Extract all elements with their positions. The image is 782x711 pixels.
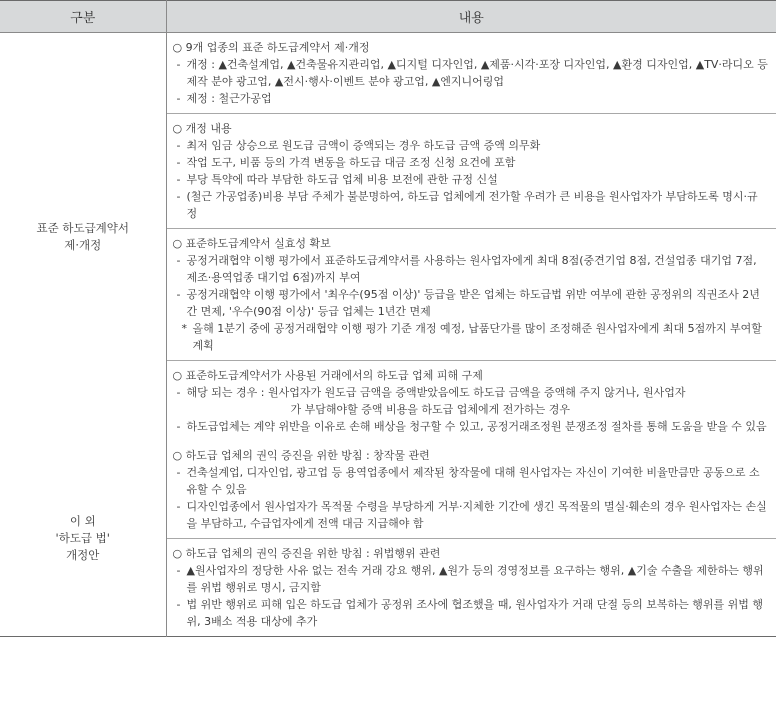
- category-cell: [0, 33, 166, 442]
- bullet-item: [173, 171, 769, 188]
- dash-marker: -: [176, 288, 181, 301]
- content-block: [166, 114, 776, 229]
- bullet-item: [173, 596, 769, 630]
- block-heading: ○ 하도급 업체의 권익 증진을 위한 방침 : 창작물 관련: [172, 449, 430, 462]
- bullet-text: (철근 가공업종)비용 부담 주체가 불분명하여, 하도급 업체에게 전가할 우려가 큰 비용을 원사업자가 부담하도록 명시·규정: [186, 190, 758, 220]
- bullet-item: [173, 464, 769, 498]
- bullet-item: [173, 252, 769, 286]
- category-label-line: 제·개정: [64, 238, 102, 252]
- bullet-text: 공정거래협약 이행 평가에서 '최우수(95점 이상)' 등급을 받은 업체는 하도급법 위반 여부에 관한 공정위의 직권조사 2년간 면제, '우수(90점 이상)' 등급 업체는 1년간 면제: [186, 288, 760, 318]
- dash-marker: -: [176, 254, 181, 267]
- bullet-item: [173, 154, 769, 171]
- bullet-text: 최저 임금 상승으로 원도급 금액이 증액되는 경우 하도급 금액 증액 의무화: [186, 139, 541, 152]
- bullet-text: 부당 특약에 따라 부담한 하도급 업체 비용 보전에 관한 규정 신설: [186, 173, 498, 186]
- category-label-line: 개정안: [66, 548, 100, 562]
- content-block: [166, 229, 776, 361]
- dash-marker: -: [176, 139, 181, 152]
- content-row: [0, 441, 776, 539]
- bullet-item: [173, 56, 769, 90]
- bullet-item: [173, 562, 769, 596]
- bullet-text: 개정 : ▲건축설계업, ▲건축물유지관리업, ▲디지털 디자인업, ▲제품·시각·포장 디자인업, ▲환경 디자인업, ▲TV·라디오 등 제작 분야 광고업, ▲전시·행사·이벤트 분야 광고업, ▲엔지니어링업: [186, 58, 768, 88]
- bullet-text: 법 위반 행위로 피해 입은 하도급 업체가 공정위 조사에 협조했을 때, 원사업자가 거래 단절 등의 보복하는 행위를 위법 행위, 3배소 적용 대상에 추가: [186, 598, 763, 628]
- bullet-item: [173, 137, 769, 154]
- category-column-header: 구분: [0, 1, 166, 33]
- content-row: [0, 33, 776, 114]
- bullet-item: [173, 90, 769, 107]
- asterisk-marker: *: [181, 322, 187, 335]
- bullet-text: 해당 되는 경우 : 원사업자가 원도급 금액을 증액받았음에도 하도급 금액을 증액해 주지 않거나, 원사업자: [186, 386, 686, 399]
- block-heading: ○ 표준하도급계약서가 사용된 거래에서의 하도급 업체 피해 구제: [172, 369, 483, 382]
- content-block: [166, 539, 776, 637]
- bullet-text: 디자인업종에서 원사업자가 목적물 수령을 부당하게 거부·지체한 기간에 생긴 목적물의 멸실·훼손의 경우 원사업자는 손실을 부담하고, 수급업자에게 전액 대금 지급해야 함: [186, 500, 767, 530]
- note-item: [173, 320, 769, 354]
- bullet-text: 공정거래협약 이행 평가에서 표준하도급계약서를 사용하는 원사업자에게 최대 8점(중견기업 8점, 건설업종 대기업 7점, 제조·용역업종 대기업 6점)까지 부여: [186, 254, 757, 284]
- table-body: [0, 33, 776, 637]
- bullet-item: [173, 188, 769, 222]
- dash-marker: -: [176, 386, 181, 399]
- bullet-continuation: 가 부담해야할 증액 비용을 하도급 업체에게 전가하는 경우: [290, 403, 570, 416]
- bullet-text: 올해 1분기 중에 공정거래협약 이행 평가 기준 개정 예정, 납품단가를 많이 조정해준 원사업자에게 최대 5점까지 부여할 계획: [192, 322, 762, 352]
- dash-marker: -: [176, 58, 181, 71]
- block-heading: ○ 표준하도급계약서 실효성 확보: [172, 237, 331, 250]
- dash-marker: -: [176, 173, 181, 186]
- dash-marker: -: [176, 598, 181, 611]
- dash-marker: -: [176, 156, 181, 169]
- category-label-line: '하도급 법': [55, 531, 110, 545]
- bullet-text: 작업 도구, 비품 등의 가격 변동을 하도급 대금 조정 신청 요건에 포함: [186, 156, 516, 169]
- dash-marker: -: [176, 564, 181, 577]
- category-label-line: 이 외: [69, 514, 96, 528]
- bullet-item: [173, 384, 769, 418]
- content-block: [166, 33, 776, 114]
- category-cell: [0, 441, 166, 637]
- table-header-row: [0, 1, 776, 33]
- content-column-header: 내용: [166, 1, 776, 33]
- bullet-item: [173, 418, 769, 435]
- bullet-item: [173, 286, 769, 320]
- dash-marker: -: [176, 420, 181, 433]
- bullet-text: 건축설계업, 디자인업, 광고업 등 용역업종에서 제작된 창작물에 대해 원사업자는 자신이 기여한 비율만큼만 공동으로 소유할 수 있음: [186, 466, 760, 496]
- block-heading: ○ 개정 내용: [172, 122, 232, 135]
- content-block: [166, 441, 776, 539]
- bullet-text: 제정 : 철근가공업: [186, 92, 272, 105]
- content-block: [166, 361, 776, 442]
- block-heading: ○ 하도급 업체의 권익 증진을 위한 방침 : 위법행위 관련: [172, 547, 441, 560]
- dash-marker: -: [176, 92, 181, 105]
- bullet-text: 하도급업체는 계약 위반을 이유로 손해 배상을 청구할 수 있고, 공정거래조정원 분쟁조정 절차를 통해 도움을 받을 수 있음: [186, 420, 767, 433]
- dash-marker: -: [176, 190, 181, 203]
- dash-marker: -: [176, 466, 181, 479]
- bullet-text: ▲원사업자의 정당한 사유 없는 전속 거래 강요 행위, ▲원가 등의 경영정보를 요구하는 행위, ▲기술 수출을 제한하는 행위를 위법 행위로 명시, 금지함: [186, 564, 764, 594]
- bullet-item: [173, 498, 769, 532]
- block-heading: ○ 9개 업종의 표준 하도급계약서 제·개정: [172, 41, 370, 54]
- category-label-line: 표준 하도급계약서: [36, 221, 130, 235]
- dash-marker: -: [176, 500, 181, 513]
